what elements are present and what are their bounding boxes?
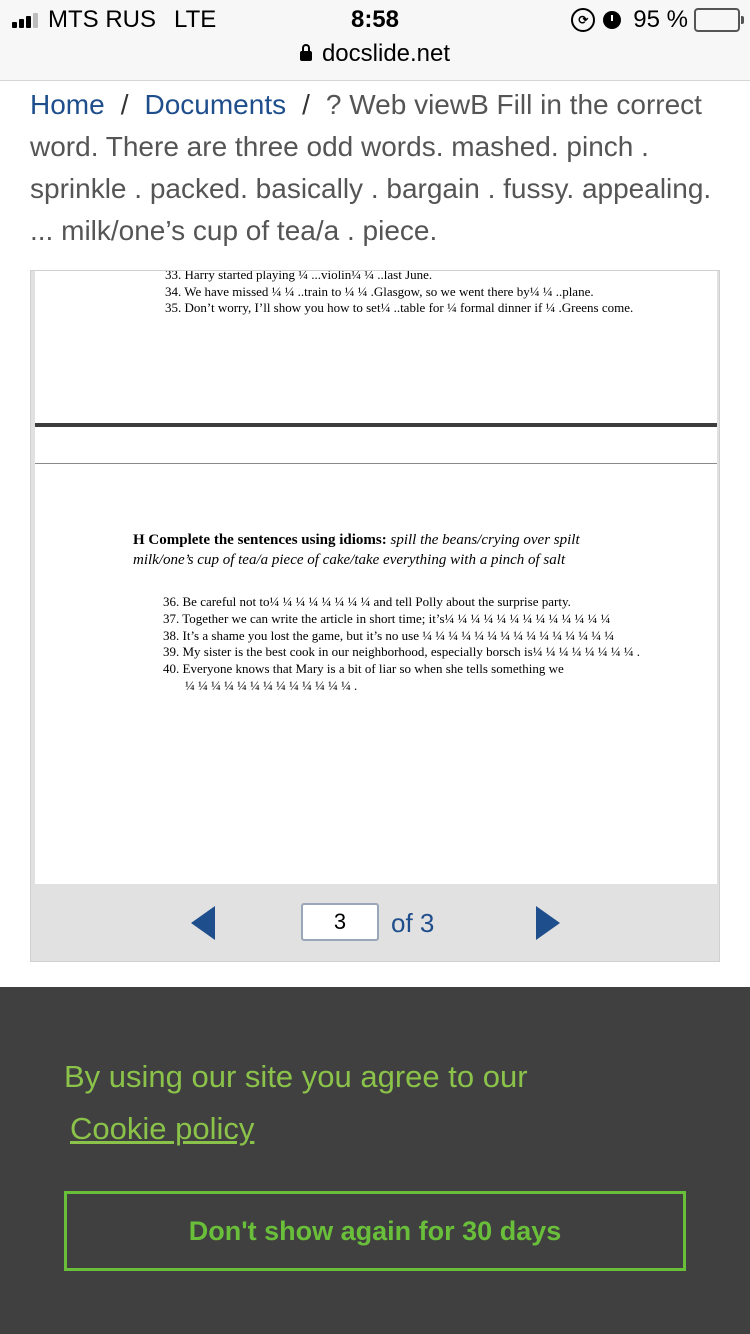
document-page (35, 271, 717, 423)
exercise-line: 35. Don’t worry, I’ll show you how to set¼ ..table for ¼ formal dinner if ¼ .Greens come. (165, 300, 634, 315)
section-heading (133, 530, 633, 570)
exercise-line: ¼ ¼ ¼ ¼ ¼ ¼ ¼ ¼ ¼ ¼ ¼ ¼ ¼ . (185, 677, 358, 693)
exercise-list (165, 273, 633, 317)
document-viewer[interactable] (30, 270, 720, 962)
page-gap (35, 427, 717, 464)
exercise-list (163, 594, 640, 695)
exercise-line: 36. Be careful not to¼ ¼ ¼ ¼ ¼ ¼ ¼ ¼ and tell Polly about the surprise party. (163, 594, 571, 609)
breadcrumb-documents-link[interactable]: Documents (144, 89, 287, 120)
triangle-left-icon[interactable] (191, 906, 215, 940)
carrier-name: MTS RUS (48, 6, 156, 33)
alarm-icon (603, 11, 621, 29)
exercise-line: 34. We have missed ¼ ¼ ..train to ¼ ¼ .Glasgow, so we went there by¼ ¼ ..plane. (165, 283, 594, 299)
cookie-banner (0, 987, 750, 1334)
exercise-line: 37. Together we can write the article in short time; it’s¼ ¼ ¼ ¼ ¼ ¼ ¼ ¼ ¼ ¼ ¼ ¼ ¼ (163, 610, 611, 626)
pager (31, 884, 719, 962)
network-type: LTE (174, 6, 217, 33)
url-bar[interactable] (0, 40, 750, 68)
orientation-lock-icon: ⟳ (571, 8, 595, 32)
status-bar (0, 0, 750, 81)
status-icons (571, 6, 740, 34)
exercise-line: 33. Harry started playing ¼ ...violin¼ ¼ ..last June. (165, 271, 433, 282)
clock: 8:58 (350, 6, 400, 33)
section-title: Complete the sentences using idioms: (148, 532, 387, 548)
breadcrumb (30, 84, 720, 252)
section-letter: H (133, 532, 145, 548)
page-count: of 3 (391, 908, 435, 938)
page-number-input[interactable] (301, 903, 379, 941)
breadcrumb-separator: / (120, 89, 129, 120)
exercise-line: 39. My sister is the best cook in our neighborhood, especially borsch is¼ ¼ ¼ ¼ ¼ ¼ ¼ ¼ . (163, 644, 640, 660)
cookie-policy-link[interactable]: Cookie policy (70, 1111, 255, 1146)
document-title: ? Web viewB Fill in the correct word. There are three odd words. mashed. pinch . sprinkle . packed. basically . bargain . fussy. appealing. ... milk/one’s cup of tea/a . piece. (30, 89, 712, 246)
battery-icon (694, 8, 740, 32)
dismiss-cookie-button[interactable]: Don't show again for 30 days (64, 1191, 686, 1271)
section-idioms: spill the beans/crying over spilt milk/one’s cup of tea/a piece of cake/take everything with a pinch of salt (133, 532, 580, 568)
battery-percent: 95 % (633, 6, 688, 33)
exercise-line: 38. It’s a shame you lost the game, but it’s no use ¼ ¼ ¼ ¼ ¼ ¼ ¼ ¼ ¼ ¼ ¼ ¼ ¼ ¼ ¼ (163, 627, 614, 643)
triangle-right-icon[interactable] (536, 906, 560, 940)
exercise-line: 40. Everyone knows that Mary is a bit of liar so when she tells something we (163, 661, 564, 677)
breadcrumb-home-link[interactable]: Home (30, 89, 105, 120)
document-page (35, 464, 717, 884)
lock-icon (300, 51, 312, 61)
cookie-message: By using our site you agree to our (64, 1059, 528, 1094)
url-domain: docslide.net (321, 40, 451, 67)
breadcrumb-separator: / (302, 89, 310, 120)
